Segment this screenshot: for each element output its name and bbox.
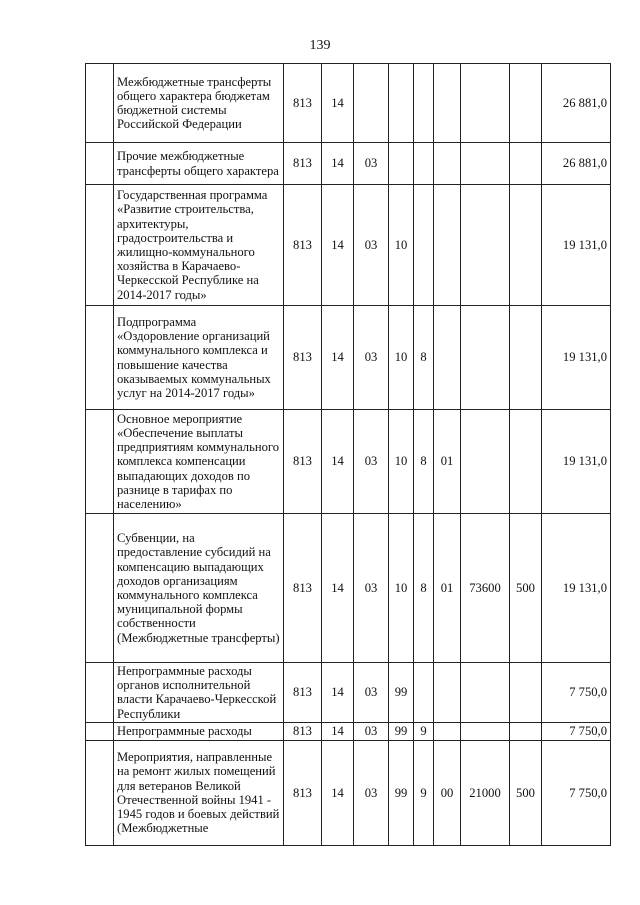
cell-section: 14	[322, 185, 354, 306]
table-row	[86, 185, 611, 306]
cell-expense-type	[510, 64, 542, 143]
cell-main-event	[434, 64, 461, 143]
cell-amount: 7 750,0	[542, 722, 611, 740]
cell-section: 14	[322, 514, 354, 663]
budget-table	[85, 63, 611, 846]
cell-direction	[461, 185, 510, 306]
table-row	[86, 306, 611, 410]
cell-section: 14	[322, 663, 354, 723]
cell-subprogram: 8	[414, 410, 434, 514]
cell-program: 99	[389, 740, 414, 845]
cell-num	[86, 722, 114, 740]
cell-program: 99	[389, 663, 414, 723]
cell-subsection: 03	[354, 410, 389, 514]
cell-direction	[461, 306, 510, 410]
cell-section: 14	[322, 740, 354, 845]
cell-name: Межбюджетные трансферты общего характера бюджетам бюджетной системы Российской Федерации	[114, 64, 284, 143]
cell-ministry: 813	[284, 740, 322, 845]
cell-subsection: 03	[354, 722, 389, 740]
cell-subprogram: 9	[414, 740, 434, 845]
cell-main-event	[434, 663, 461, 723]
cell-direction	[461, 722, 510, 740]
cell-expense-type	[510, 306, 542, 410]
cell-main-event: 00	[434, 740, 461, 845]
cell-expense-type: 500	[510, 514, 542, 663]
table-row	[86, 64, 611, 143]
cell-amount: 7 750,0	[542, 663, 611, 723]
cell-name: Государственная программа «Развитие строительства, архитектуры, градостроительства и жилищно-коммунального хозяйства в Карачаево-Черкесской Республике на 2014-2017 годы»	[114, 185, 284, 306]
cell-name: Непрограммные расходы	[114, 722, 284, 740]
cell-ministry: 813	[284, 64, 322, 143]
cell-main-event: 01	[434, 514, 461, 663]
cell-section: 14	[322, 722, 354, 740]
cell-expense-type	[510, 663, 542, 723]
cell-subprogram	[414, 185, 434, 306]
cell-program	[389, 64, 414, 143]
cell-name: Мероприятия, направленные на ремонт жилых помещений для ветеранов Великой Отечественной войны 1941 - 1945 годов и боевых действий (Межбюджетные	[114, 740, 284, 845]
cell-num	[86, 143, 114, 185]
cell-name: Субвенции, на предоставление субсидий на компенсацию выпадающих доходов организациям коммунального комплекса муниципальной формы собственности (Межбюджетные трансферты)	[114, 514, 284, 663]
cell-name: Подпрограмма «Оздоровление организаций коммунального комплекса и повышение качества оказываемых коммунальных услуг на 2014-2017 годы»	[114, 306, 284, 410]
cell-ministry: 813	[284, 306, 322, 410]
cell-main-event	[434, 185, 461, 306]
cell-subprogram	[414, 64, 434, 143]
cell-section: 14	[322, 410, 354, 514]
cell-subsection	[354, 64, 389, 143]
cell-program: 10	[389, 410, 414, 514]
cell-subprogram: 9	[414, 722, 434, 740]
cell-expense-type	[510, 722, 542, 740]
cell-direction	[461, 143, 510, 185]
cell-num	[86, 663, 114, 723]
cell-ministry: 813	[284, 722, 322, 740]
cell-main-event	[434, 143, 461, 185]
cell-ministry: 813	[284, 514, 322, 663]
cell-program: 99	[389, 722, 414, 740]
cell-ministry: 813	[284, 143, 322, 185]
cell-program	[389, 143, 414, 185]
cell-program: 10	[389, 306, 414, 410]
cell-amount: 19 131,0	[542, 410, 611, 514]
cell-amount: 19 131,0	[542, 514, 611, 663]
cell-num	[86, 410, 114, 514]
cell-amount: 26 881,0	[542, 64, 611, 143]
cell-subsection: 03	[354, 740, 389, 845]
cell-main-event	[434, 306, 461, 410]
cell-program: 10	[389, 514, 414, 663]
table-row	[86, 514, 611, 663]
cell-num	[86, 185, 114, 306]
cell-amount: 19 131,0	[542, 185, 611, 306]
cell-num	[86, 514, 114, 663]
cell-expense-type	[510, 143, 542, 185]
cell-subsection: 03	[354, 514, 389, 663]
cell-subsection: 03	[354, 306, 389, 410]
cell-main-event	[434, 722, 461, 740]
cell-amount: 7 750,0	[542, 740, 611, 845]
cell-num	[86, 306, 114, 410]
cell-name: Прочие межбюджетные трансферты общего характера	[114, 143, 284, 185]
cell-name: Основное мероприятие «Обеспечение выплаты предприятиям коммунального комплекса компенсации выпадающих доходов по разнице в тарифах по населению»	[114, 410, 284, 514]
cell-expense-type	[510, 185, 542, 306]
cell-section: 14	[322, 306, 354, 410]
cell-num	[86, 740, 114, 845]
cell-subsection: 03	[354, 185, 389, 306]
cell-subprogram	[414, 143, 434, 185]
cell-num	[86, 64, 114, 143]
table-row	[86, 722, 611, 740]
cell-direction: 73600	[461, 514, 510, 663]
cell-amount: 26 881,0	[542, 143, 611, 185]
table-row	[86, 740, 611, 845]
cell-amount: 19 131,0	[542, 306, 611, 410]
cell-ministry: 813	[284, 663, 322, 723]
cell-name: Непрограммные расходы органов исполнительной власти Карачаево-Черкесской Республики	[114, 663, 284, 723]
cell-subsection: 03	[354, 663, 389, 723]
cell-main-event: 01	[434, 410, 461, 514]
cell-direction: 21000	[461, 740, 510, 845]
cell-section: 14	[322, 143, 354, 185]
cell-ministry: 813	[284, 185, 322, 306]
table-row	[86, 663, 611, 723]
cell-ministry: 813	[284, 410, 322, 514]
cell-subprogram: 8	[414, 306, 434, 410]
cell-expense-type: 500	[510, 740, 542, 845]
cell-expense-type	[510, 410, 542, 514]
cell-program: 10	[389, 185, 414, 306]
table-row	[86, 410, 611, 514]
page-number: 139	[309, 38, 331, 53]
cell-subsection: 03	[354, 143, 389, 185]
cell-direction	[461, 410, 510, 514]
cell-subprogram	[414, 663, 434, 723]
cell-direction	[461, 663, 510, 723]
table-row	[86, 143, 611, 185]
cell-subprogram: 8	[414, 514, 434, 663]
table-body	[86, 64, 611, 846]
cell-direction	[461, 64, 510, 143]
cell-section: 14	[322, 64, 354, 143]
